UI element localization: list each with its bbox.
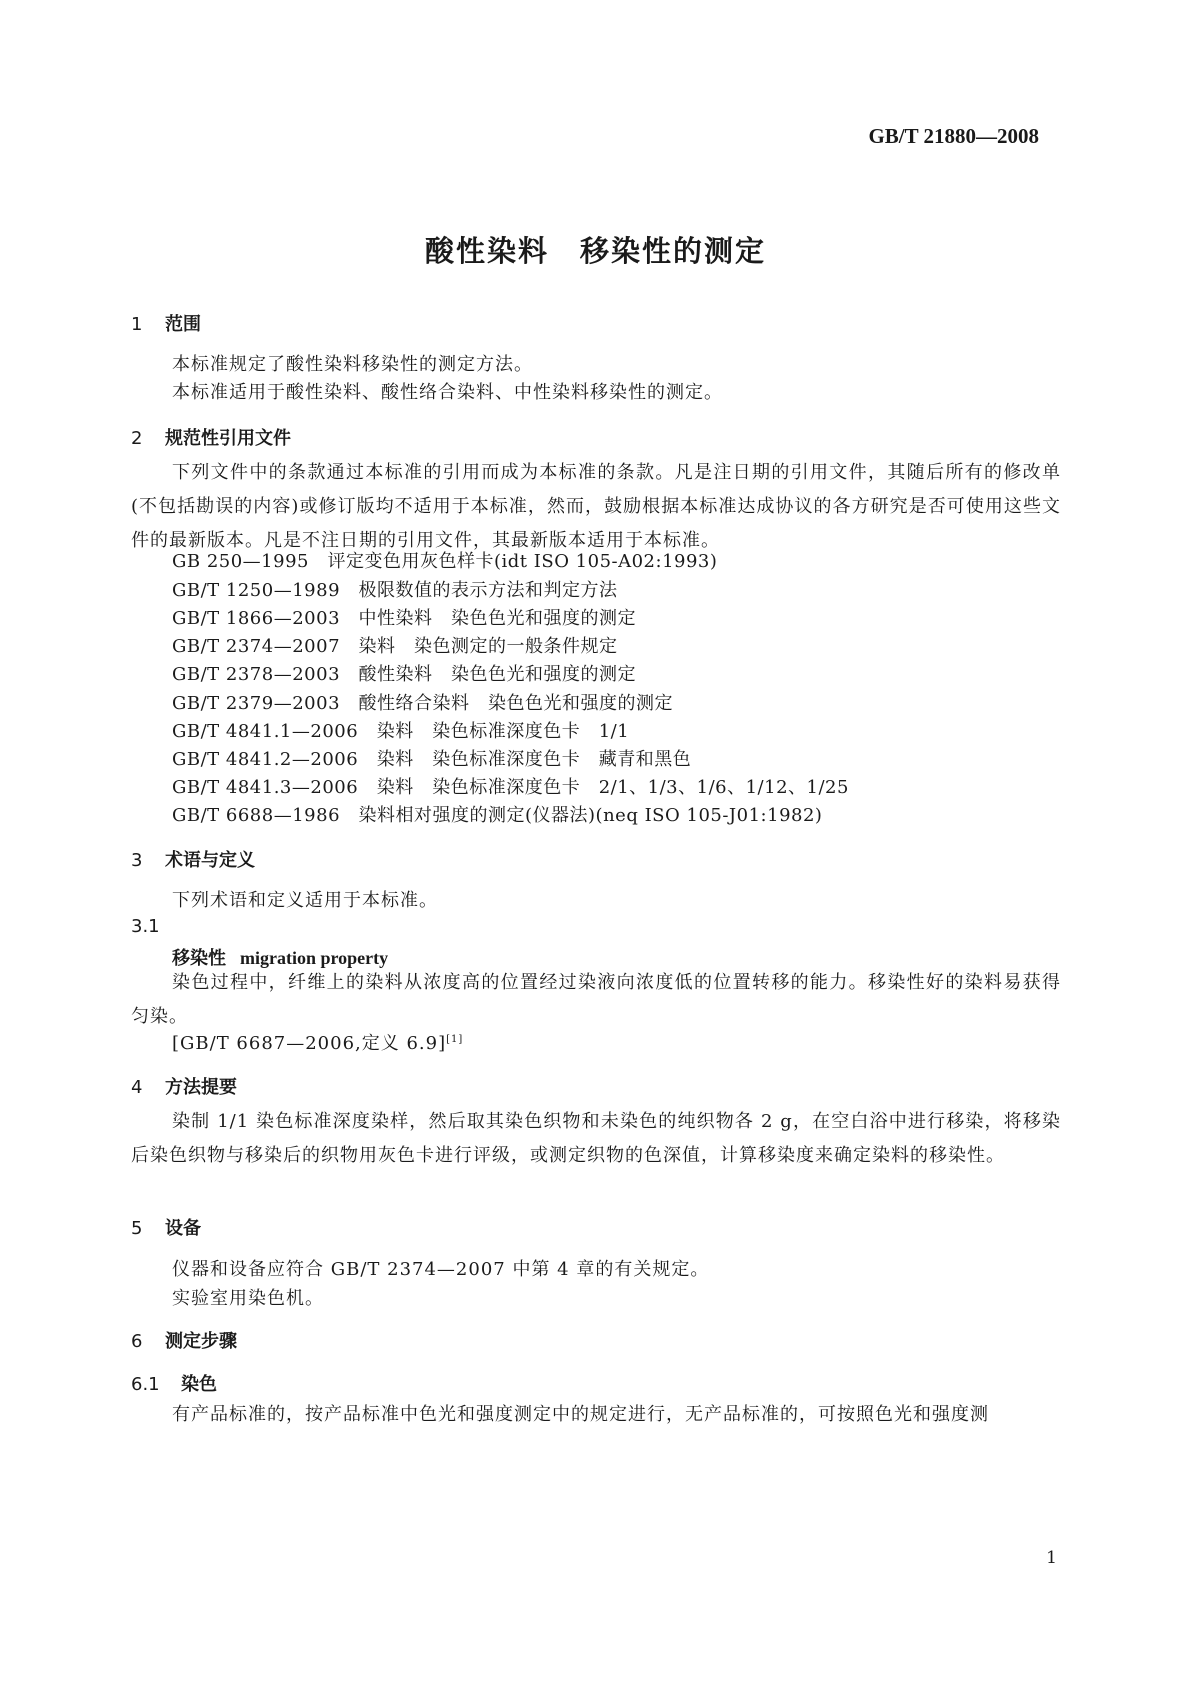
reference-item: GB/T 6688—1986 染料相对强度的测定(仪器法)(neq ISO 105-J01:1982) (172, 805, 823, 826)
reference-item: GB/T 4841.3—2006 染料 染色标准深度色卡 2/1、1/3、1/6、1/12、1/25 (172, 777, 849, 798)
section-3-heading (131, 846, 255, 872)
section-title: 测定步骤 (165, 1331, 237, 1352)
paragraph: 本标准规定了酸性染料移染性的测定方法。 (172, 354, 533, 375)
section-number: 2 (131, 428, 143, 449)
definition: 染色过程中，纤维上的染料从浓度高的位置经过染液向浓度低的位置转移的能力。移染性好的染料易获得匀染。 (131, 972, 1061, 1027)
reference-item: GB/T 2379—2003 酸性络合染料 染色色光和强度的测定 (172, 693, 674, 714)
reference-item: GB 250—1995 评定变色用灰色样卡(idt ISO 105-A02:1993) (172, 551, 718, 572)
standard-code: GB/T 21880—2008 (868, 124, 1039, 148)
subsection-number: 6.1 (131, 1374, 160, 1395)
paragraph: 有产品标准的，按产品标准中色光和强度测定中的规定进行，无产品标准的，可按照色光和强度测 (172, 1404, 989, 1425)
section-title: 术语与定义 (165, 850, 255, 871)
subsection-title: 染色 (181, 1374, 217, 1395)
reference-item: GB/T 4841.1—2006 染料 染色标准深度色卡 1/1 (172, 721, 630, 742)
subsection-number: 3.1 (131, 916, 160, 937)
definition-source (172, 1029, 463, 1055)
section-number: 3 (131, 850, 143, 871)
paragraph: 本标准适用于酸性染料、酸性络合染料、中性染料移染性的测定。 (172, 382, 723, 403)
section-number: 4 (131, 1077, 143, 1098)
paragraph: 仪器和设备应符合 GB/T 2374—2007 中第 4 章的有关规定。 (172, 1259, 710, 1280)
paragraph: 染制 1/1 染色标准深度染样，然后取其染色织物和未染色的纯织物各 2 g，在空白浴中进行移染，将移染后染色织物与移染后的织物用灰色卡进行评级，或测定织物的色深值，计算移染度来确定染料的移染性。 (131, 1111, 1061, 1166)
section-4-heading (131, 1073, 237, 1099)
paragraph: 下列术语和定义适用于本标准。 (172, 890, 438, 911)
section-number: 5 (131, 1218, 143, 1239)
reference-item: GB/T 2378—2003 酸性染料 染色色光和强度的测定 (172, 664, 637, 685)
section-1-heading (131, 310, 201, 336)
section-6-heading (131, 1327, 237, 1353)
term-english: migration property (240, 948, 389, 968)
page-number: 1 (1046, 1548, 1057, 1568)
section-title: 方法提要 (165, 1077, 237, 1098)
subsection-6-1-heading (131, 1370, 217, 1396)
reference-item: GB/T 1866—2003 中性染料 染色色光和强度的测定 (172, 608, 637, 629)
paragraph: 实验室用染色机。 (172, 1288, 324, 1309)
paragraph: 下列文件中的条款通过本标准的引用而成为本标准的条款。凡是注日期的引用文件，其随后所有的修改单(不包括勘误的内容)或修订版均不适用于本标准，然而，鼓励根据本标准达成协议的各方研究是否可使用这些文件的最新版本。凡是不注日期的引用文件，其最新版本适用于本标准。 (131, 462, 1061, 551)
term-chinese: 移染性 (172, 948, 226, 969)
footnote-ref: [1] (446, 1034, 464, 1045)
section-2-heading (131, 424, 291, 450)
section-title: 规范性引用文件 (165, 428, 291, 449)
source-text: [GB/T 6687—2006,定义 6.9] (172, 1033, 447, 1054)
reference-item: GB/T 4841.2—2006 染料 染色标准深度色卡 藏青和黑色 (172, 749, 692, 770)
section-title: 范围 (165, 314, 201, 335)
section-number: 1 (131, 314, 143, 335)
page-title: 酸性染料 移染性的测定 (424, 234, 766, 268)
section-number: 6 (131, 1331, 143, 1352)
reference-item: GB/T 1250—1989 极限数值的表示方法和判定方法 (172, 580, 618, 601)
section-title: 设备 (165, 1218, 201, 1239)
section-5-heading (131, 1214, 201, 1240)
reference-item: GB/T 2374—2007 染料 染色测定的一般条件规定 (172, 636, 618, 657)
